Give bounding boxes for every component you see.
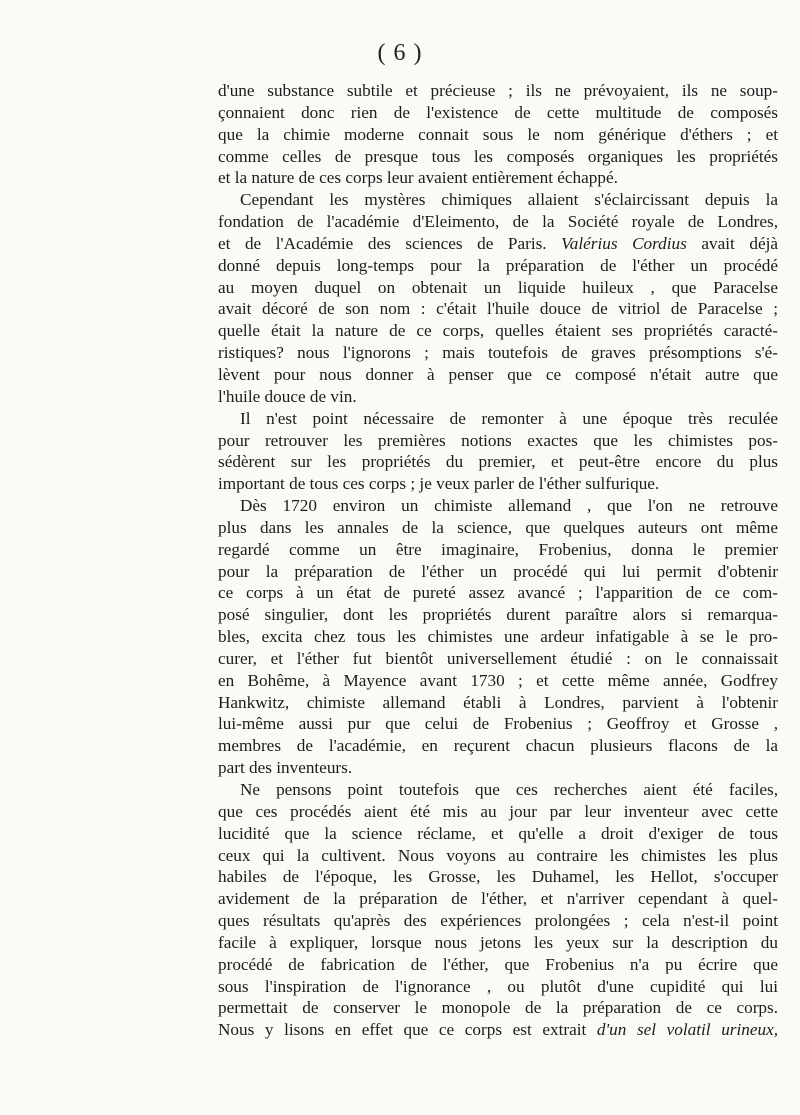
text-segment: avait déjà bbox=[701, 233, 778, 253]
text-line: membres de l'académie, en reçurent chacun plusieurs flacons de la bbox=[218, 736, 778, 756]
text-line: ceux qui la cultivent. Nous voyons au contraire les chimistes les plus bbox=[218, 845, 778, 865]
text-line: curer, et l'éther fut bientôt universellement étudié : on le connaissait bbox=[218, 648, 778, 668]
italic-phrase: d'un sel volatil urineux, bbox=[596, 1020, 778, 1040]
text-line: plus dans les annales de la science, que quelques auteurs ont même bbox=[218, 517, 778, 537]
paragraph-3 bbox=[218, 408, 778, 495]
text-line: et la nature de ces corps leur avaient entièrement échappé. bbox=[218, 168, 618, 188]
text-line: regardé comme un être imaginaire, Frobenius, donna le premier bbox=[218, 539, 778, 559]
text-line: avidement de la préparation de l'éther, et n'arriver cependant à quel- bbox=[218, 889, 778, 909]
text-line: bles, excita chez tous les chimistes une ardeur infatigable à se le pro- bbox=[218, 627, 778, 647]
text-line: facile à expliquer, lorsque nous jetons les yeux sur la description du bbox=[218, 932, 778, 952]
text-line: Il n'est point nécessaire de remonter à une époque très reculée bbox=[240, 408, 778, 428]
text-line: que la chimie moderne connait sous le nom générique d'éthers ; et bbox=[218, 124, 778, 144]
text-line: part des inventeurs. bbox=[218, 758, 353, 778]
body-text bbox=[218, 80, 778, 1041]
text-line: Dès 1720 environ un chimiste allemand , que l'on ne retrouve bbox=[240, 496, 778, 516]
text-line: en Bohême, à Mayence avant 1730 ; et cette même année, Godfrey bbox=[218, 670, 778, 690]
text-line: procédé de fabrication de l'éther, que Frobenius n'a pu écrire que bbox=[218, 954, 778, 974]
text-line: quelle était la nature de ce corps, quelles étaient ses propriétés caracté- bbox=[218, 321, 778, 341]
text-line: au moyen duquel on obtenait un liquide huileux , que Paracelse bbox=[218, 277, 778, 297]
text-line: avait décoré de son nom : c'était l'huile douce de vitriol de Paracelse ; bbox=[218, 299, 778, 319]
text-line: lui-même aussi pur que celui de Frobenius ; Geoffroy et Grosse , bbox=[218, 714, 778, 734]
text-line: comme celles de presque tous les composés organiques les propriétés bbox=[218, 146, 778, 166]
text-line: sédèrent sur les propriétés du premier, et peut-être encore du plus bbox=[218, 452, 778, 472]
italic-name: Valérius Cordius bbox=[561, 233, 687, 253]
text-line: sous l'inspiration de l'ignorance , ou plutôt d'une cupidité qui lui bbox=[218, 976, 778, 996]
text-line: ce corps à un état de pureté assez avancé ; l'apparition de ce com- bbox=[218, 583, 778, 603]
page-number: ( 6 ) bbox=[377, 40, 423, 66]
paragraph-5 bbox=[218, 779, 778, 1041]
text-segment: Nous y lisons en effet que ce corps est extrait bbox=[218, 1020, 587, 1040]
text-line: ristiques? nous l'ignorons ; mais toutefois de graves présomptions s'é- bbox=[218, 343, 778, 363]
text-line: que ces procédés aient été mis au jour par leur inventeur avec cette bbox=[218, 801, 778, 821]
text-line: posé singulier, dont les propriétés durent paraître alors si remarqua- bbox=[218, 605, 778, 625]
text-line: ques résultats qu'après des expériences prolongées ; cela n'est-il point bbox=[218, 911, 778, 931]
text-line: fondation de l'académie d'Eleimento, de la Société royale de Londres, bbox=[218, 212, 778, 232]
text-line: donné depuis long-temps pour la préparation de l'éther un procédé bbox=[218, 255, 778, 275]
text-segment: et de l'Académie des sciences de Paris. bbox=[218, 233, 547, 253]
paragraph-1 bbox=[218, 80, 778, 189]
text-line: important de tous ces corps ; je veux parler de l'éther sulfurique. bbox=[218, 474, 660, 494]
text-line: permettait de conserver le monopole de la préparation de ce corps. bbox=[218, 998, 778, 1018]
paragraph-4 bbox=[218, 495, 778, 779]
text-line: lucidité que la science réclame, et qu'elle a droit d'exiger de tous bbox=[218, 823, 778, 843]
text-line: Cependant les mystères chimiques allaient s'éclaircissant depuis la bbox=[240, 190, 778, 210]
text-line: lèvent pour nous donner à penser que ce composé n'était autre que bbox=[218, 364, 778, 384]
text-line: Ne pensons point toutefois que ces recherches aient été faciles, bbox=[240, 780, 778, 799]
text-line: pour retrouver les premières notions exactes que les chimistes pos- bbox=[218, 430, 778, 450]
text-line: pour la préparation de l'éther un procédé qui lui permit d'obtenir bbox=[218, 561, 778, 581]
text-line-mixed bbox=[218, 233, 778, 255]
text-line: çonnaient donc rien de l'existence de cette multitude de composés bbox=[218, 102, 778, 122]
text-line: l'huile douce de vin. bbox=[218, 386, 357, 406]
text-line: habiles de l'époque, les Grosse, les Duhamel, les Hellot, s'occuper bbox=[218, 867, 778, 887]
text-line-mixed bbox=[218, 1019, 778, 1041]
text-line: d'une substance subtile et précieuse ; ils ne prévoyaient, ils ne soup- bbox=[218, 81, 778, 100]
text-line: Hankwitz, chimiste allemand établi à Londres, parvient à l'obtenir bbox=[218, 692, 778, 712]
paragraph-2 bbox=[218, 189, 778, 407]
